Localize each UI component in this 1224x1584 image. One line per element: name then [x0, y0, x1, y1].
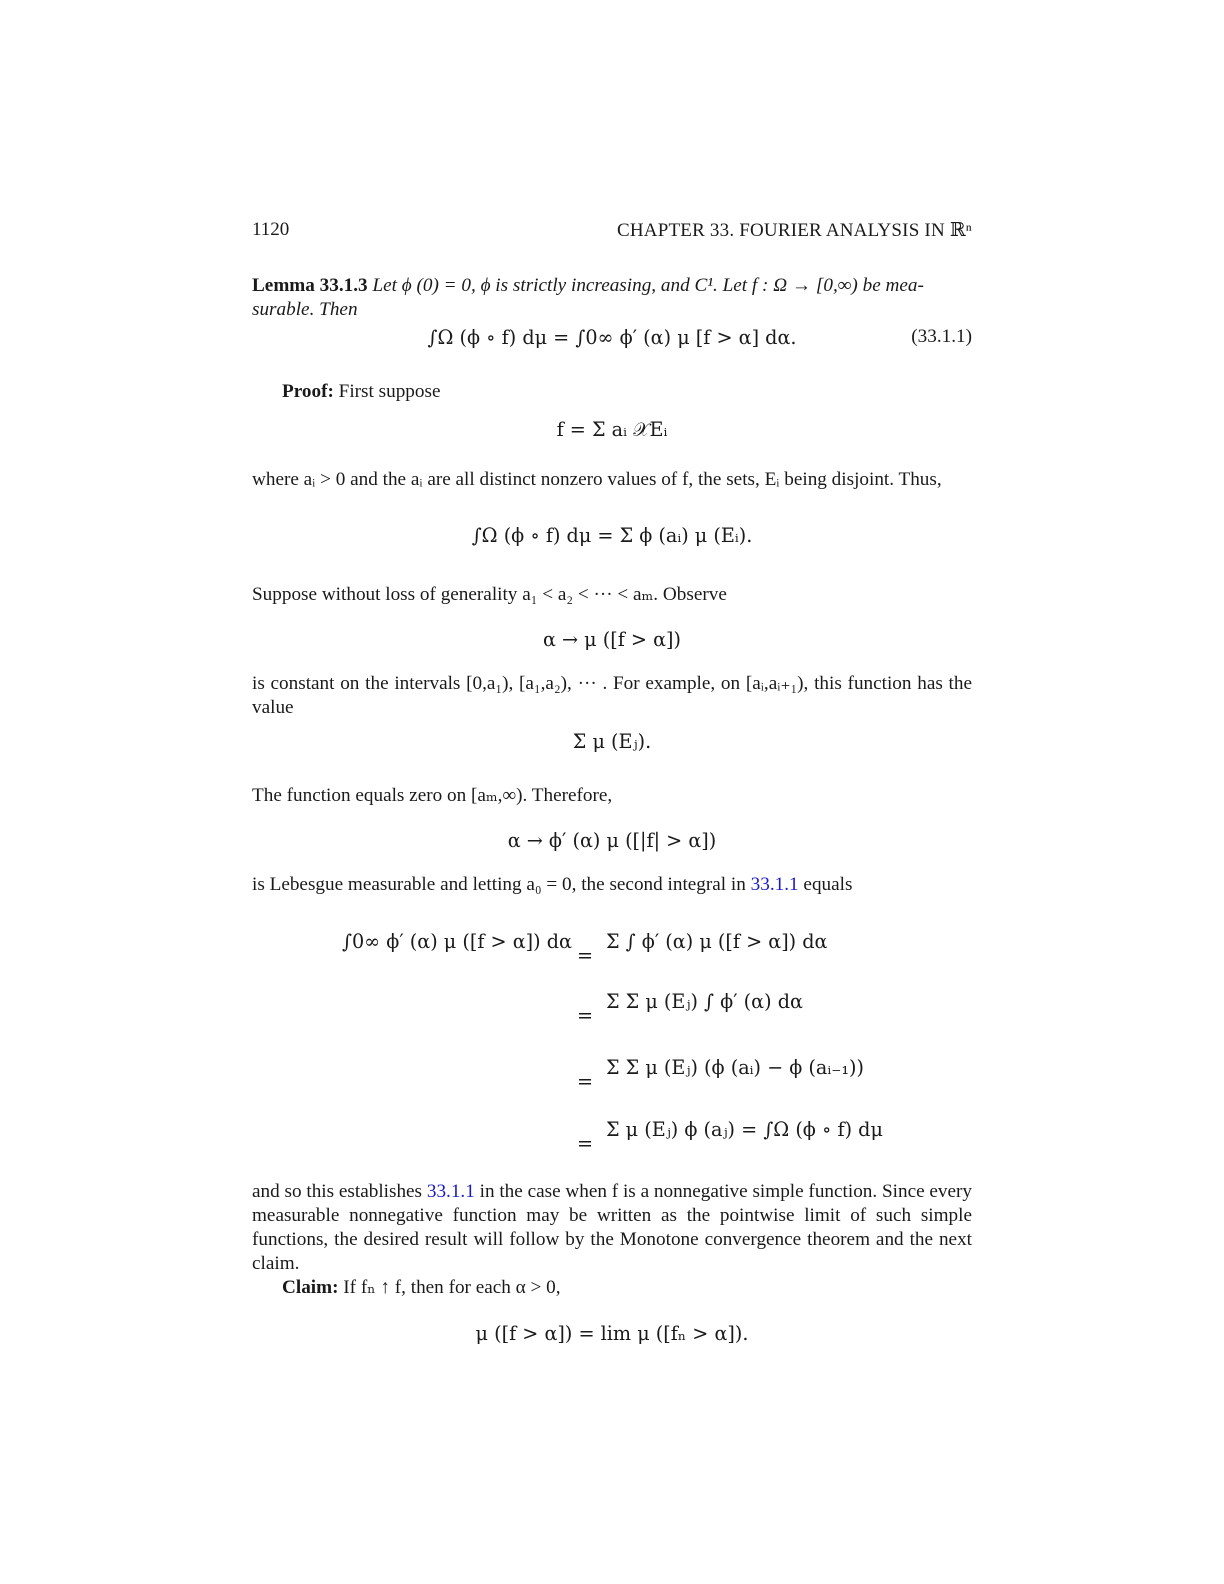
claim-text: If fₙ ↑ f, then for each α > 0, — [343, 1277, 561, 1298]
eq-f-body: f = Σ aᵢ 𝒳Eᵢ — [556, 418, 668, 441]
lemma-label: Lemma 33.1.3 — [252, 275, 368, 296]
equals-sign: = — [577, 1070, 594, 1093]
equals-sign: = — [577, 1132, 594, 1155]
establish-pre: and so this establishes — [252, 1181, 423, 1202]
aligned-row — [352, 1056, 952, 1106]
aligned-row — [341, 930, 952, 980]
aligned-rhs-4: Σ μ (Eⱼ) ϕ (aⱼ) = ∫Ω (ϕ ∘ f) dμ — [606, 1118, 883, 1141]
lemma-text-2: surable. Then — [252, 299, 358, 320]
zero-paragraph — [252, 784, 972, 808]
eq-map2-body: α → ϕ′ (α) μ ([|f| > α]) — [507, 829, 717, 852]
eq-map1 — [252, 628, 972, 651]
aligned-row — [352, 990, 952, 1040]
proof-intro — [252, 380, 972, 404]
proof-intro-text: First suppose — [338, 381, 441, 402]
suppose-text: Suppose without loss of generality a₁ < a₂ < ··· < aₘ. Observe — [252, 584, 727, 605]
where-paragraph — [252, 468, 972, 492]
aligned-row — [352, 1118, 952, 1168]
chapter-title: CHAPTER 33. FOURIER ANALYSIS IN ℝⁿ — [617, 220, 972, 241]
lebesgue-text-pre: is Lebesgue measurable and letting a₀ = 0, the second integral in — [252, 874, 746, 895]
equals-sign: = — [577, 1004, 594, 1027]
page-header — [252, 219, 972, 242]
lebesgue-paragraph — [252, 873, 972, 897]
eq-value — [252, 730, 972, 753]
lemma-equation — [252, 326, 972, 366]
eq-claim — [252, 1322, 972, 1345]
eq-thus-body: ∫Ω (ϕ ∘ f) dμ = Σ ϕ (aᵢ) μ (Eᵢ). — [471, 524, 753, 547]
claim-label: Claim: — [282, 1277, 339, 1298]
suppose-paragraph — [252, 583, 972, 607]
equation-ref-link[interactable]: 33.1.1 — [426, 1181, 475, 1202]
equals-sign: = — [577, 944, 594, 967]
constant-text: is constant on the intervals [0,a₁), [a₁,a₂), ··· . For example, on [aᵢ,aᵢ₊₁), this function has the value — [252, 673, 972, 718]
proof-label: Proof: — [282, 381, 334, 402]
establish-paragraph — [252, 1180, 972, 1276]
lemma-statement — [252, 274, 972, 322]
lemma-equation-body: ∫Ω (ϕ ∘ f) dμ = ∫0∞ ϕ′ (α) μ [f > α] dα. — [427, 326, 797, 349]
constant-paragraph — [252, 672, 972, 720]
eq-map1-body: α → μ ([f > α]) — [542, 628, 682, 651]
aligned-lhs: ∫0∞ ϕ′ (α) μ ([f > α]) dα — [341, 930, 572, 953]
page-number: 1120 — [252, 219, 290, 240]
lebesgue-text-post: equals — [803, 874, 853, 895]
aligned-rhs-1: Σ ∫ ϕ′ (α) μ ([f > α]) dα — [606, 930, 828, 953]
aligned-rhs-3: Σ Σ μ (Eⱼ) (ϕ (aᵢ) − ϕ (aᵢ₋₁)) — [606, 1056, 865, 1079]
eq-simple-function — [252, 418, 972, 441]
aligned-rhs-2: Σ Σ μ (Eⱼ) ∫ ϕ′ (α) dα — [606, 990, 803, 1013]
equation-number: (33.1.1) — [911, 326, 972, 347]
claim-paragraph — [252, 1276, 972, 1300]
establish-post: in the case when f is a nonnegative simple function. Since every measurable nonnegative function may be written as the pointwise limit of such simple functions, the desired result will follow by the Monotone convergence theorem and the next claim. — [252, 1181, 973, 1274]
zero-text: The function equals zero on [aₘ,∞). Therefore, — [252, 785, 613, 806]
equation-ref-link[interactable]: 33.1.1 — [750, 874, 799, 895]
lemma-text-1: Let ϕ (0) = 0, ϕ is strictly increasing, and C¹. Let f : Ω → [0,∞) be mea- — [372, 275, 924, 296]
where-text: where aᵢ > 0 and the aᵢ are all distinct nonzero values of f, the sets, Eᵢ being disjoint. Thus, — [252, 469, 942, 490]
eq-value-body: Σ μ (Eⱼ). — [572, 730, 652, 753]
eq-claim-body: μ ([f > α]) = lim μ ([fₙ > α]). — [475, 1322, 749, 1345]
eq-map2 — [252, 829, 972, 852]
eq-thus — [252, 524, 972, 547]
